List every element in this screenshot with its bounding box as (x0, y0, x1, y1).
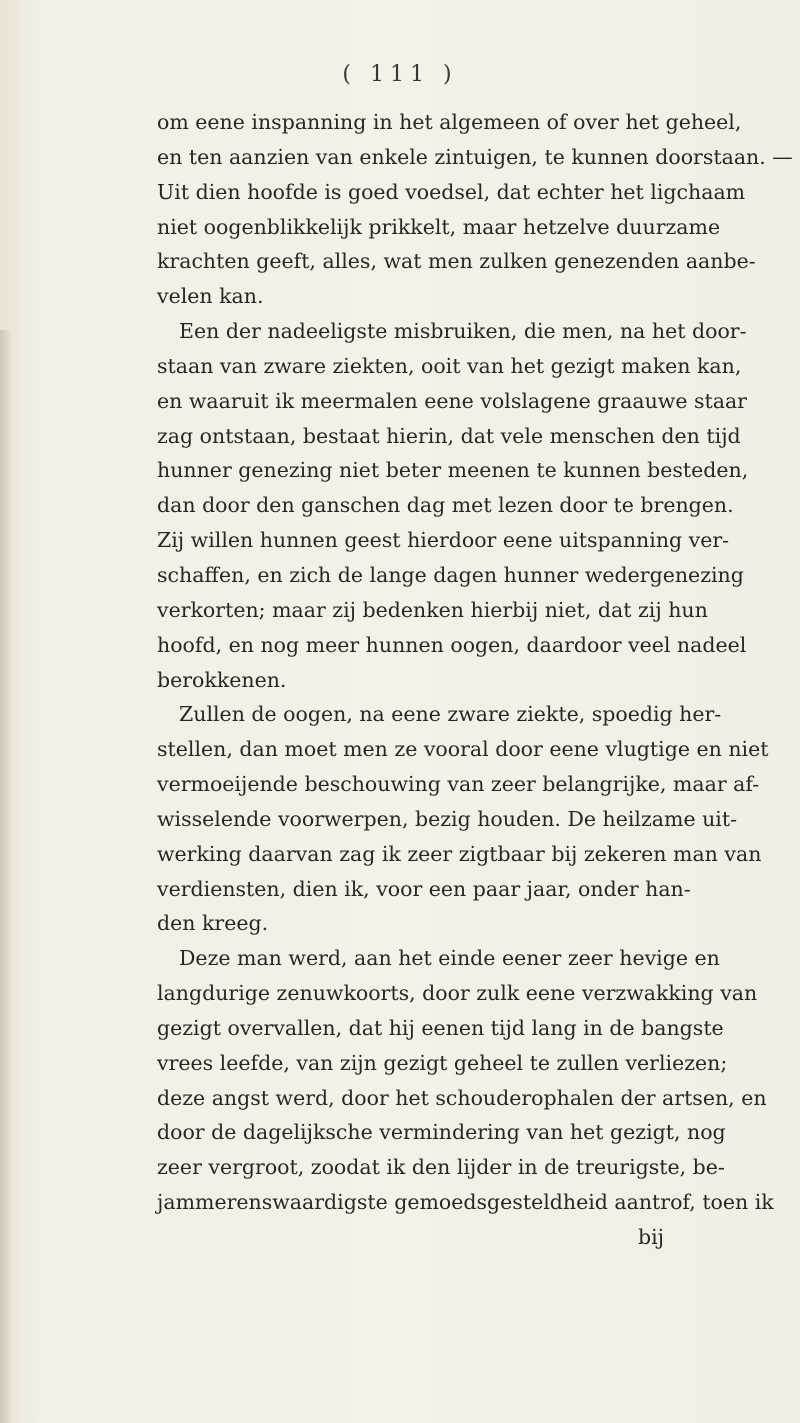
text-line: den kreeg. (157, 911, 269, 936)
body-text (157, 105, 793, 1255)
text-line: Zullen de oogen, na eene zware ziekte, spoedig her- (179, 702, 722, 727)
text-line: werking daarvan zag ik zeer zigtbaar bij zekeren man van (157, 841, 762, 866)
text-line: vrees leefde, van zijn gezigt geheel te zullen verliezen; (157, 1050, 728, 1075)
text-line: en waaruit ik meermalen eene volslagene graauwe staar (157, 388, 747, 413)
text-line: om eene inspanning in het algemeen of over het geheel, (157, 110, 742, 134)
text-line: hoofd, en nog meer hunnen oogen, daardoor veel nadeel (157, 632, 747, 657)
text-line: gezigt overvallen, dat hij eenen tijd lang in de bangste (157, 1015, 724, 1040)
text-line: stellen, dan moet men ze vooral door eene vlugtige en niet (157, 737, 769, 762)
text-line: hunner genezing niet beter meenen te kunnen besteden, (157, 458, 749, 483)
text-line: deze angst werd, door het schouderophalen der artsen, en (157, 1085, 767, 1110)
text-line: wisselende voorwerpen, bezig houden. De heilzame uit- (157, 806, 738, 831)
text-line: zag ontstaan, bestaat hierin, dat vele menschen den tijd (157, 423, 741, 448)
text-line: door de dagelijksche vermindering van het gezigt, nog (157, 1120, 726, 1145)
text-line: vermoeijende beschouwing van zeer belangrijke, maar af- (157, 772, 760, 797)
text-line: en ten aanzien van enkele zintuigen, te kunnen doorstaan. — (157, 144, 793, 169)
text-line: velen kan. (157, 284, 264, 309)
text-line: zeer vergroot, zoodat ik den lijder in de treurigste, be- (157, 1155, 725, 1180)
page-number: ( 111 ) (342, 62, 458, 87)
text-line: langdurige zenuwkoorts, door zulk eene verzwakking van (157, 981, 758, 1006)
text-line: Zij willen hunnen geest hierdoor eene uitspanning ver- (157, 528, 730, 553)
text-line: staan van zware ziekten, ooit van het gezigt maken kan, (157, 353, 742, 378)
text-line: dan door den ganschen dag met lezen door te brengen. (157, 493, 734, 518)
gutter-shadow (0, 330, 12, 1423)
text-line: schaffen, en zich de lange dagen hunner wedergenezing (157, 562, 744, 587)
text-line: Een der nadeeligste misbruiken, die men, na het door- (179, 319, 747, 344)
text-line: jammerenswaardigste gemoedsgesteldheid aantrof, toen ik (157, 1190, 774, 1215)
text-line: verkorten; maar zij bedenken hierbij niet, dat zij hun (157, 597, 708, 622)
text-line: Deze man werd, aan het einde eener zeer hevige en (179, 946, 720, 971)
text-line: verdiensten, dien ik, voor een paar jaar, onder han- (157, 876, 691, 901)
text-line: Uit dien hoofde is goed voedsel, dat echter het ligchaam (157, 179, 746, 204)
text-line: krachten geeft, alles, wat men zulken genezenden aanbe- (157, 249, 756, 274)
catchword: bij (637, 1225, 664, 1249)
text-line: niet oogenblikkelijk prikkelt, maar hetzelve duurzame (157, 214, 721, 239)
text-line: berokkenen. (157, 667, 287, 692)
